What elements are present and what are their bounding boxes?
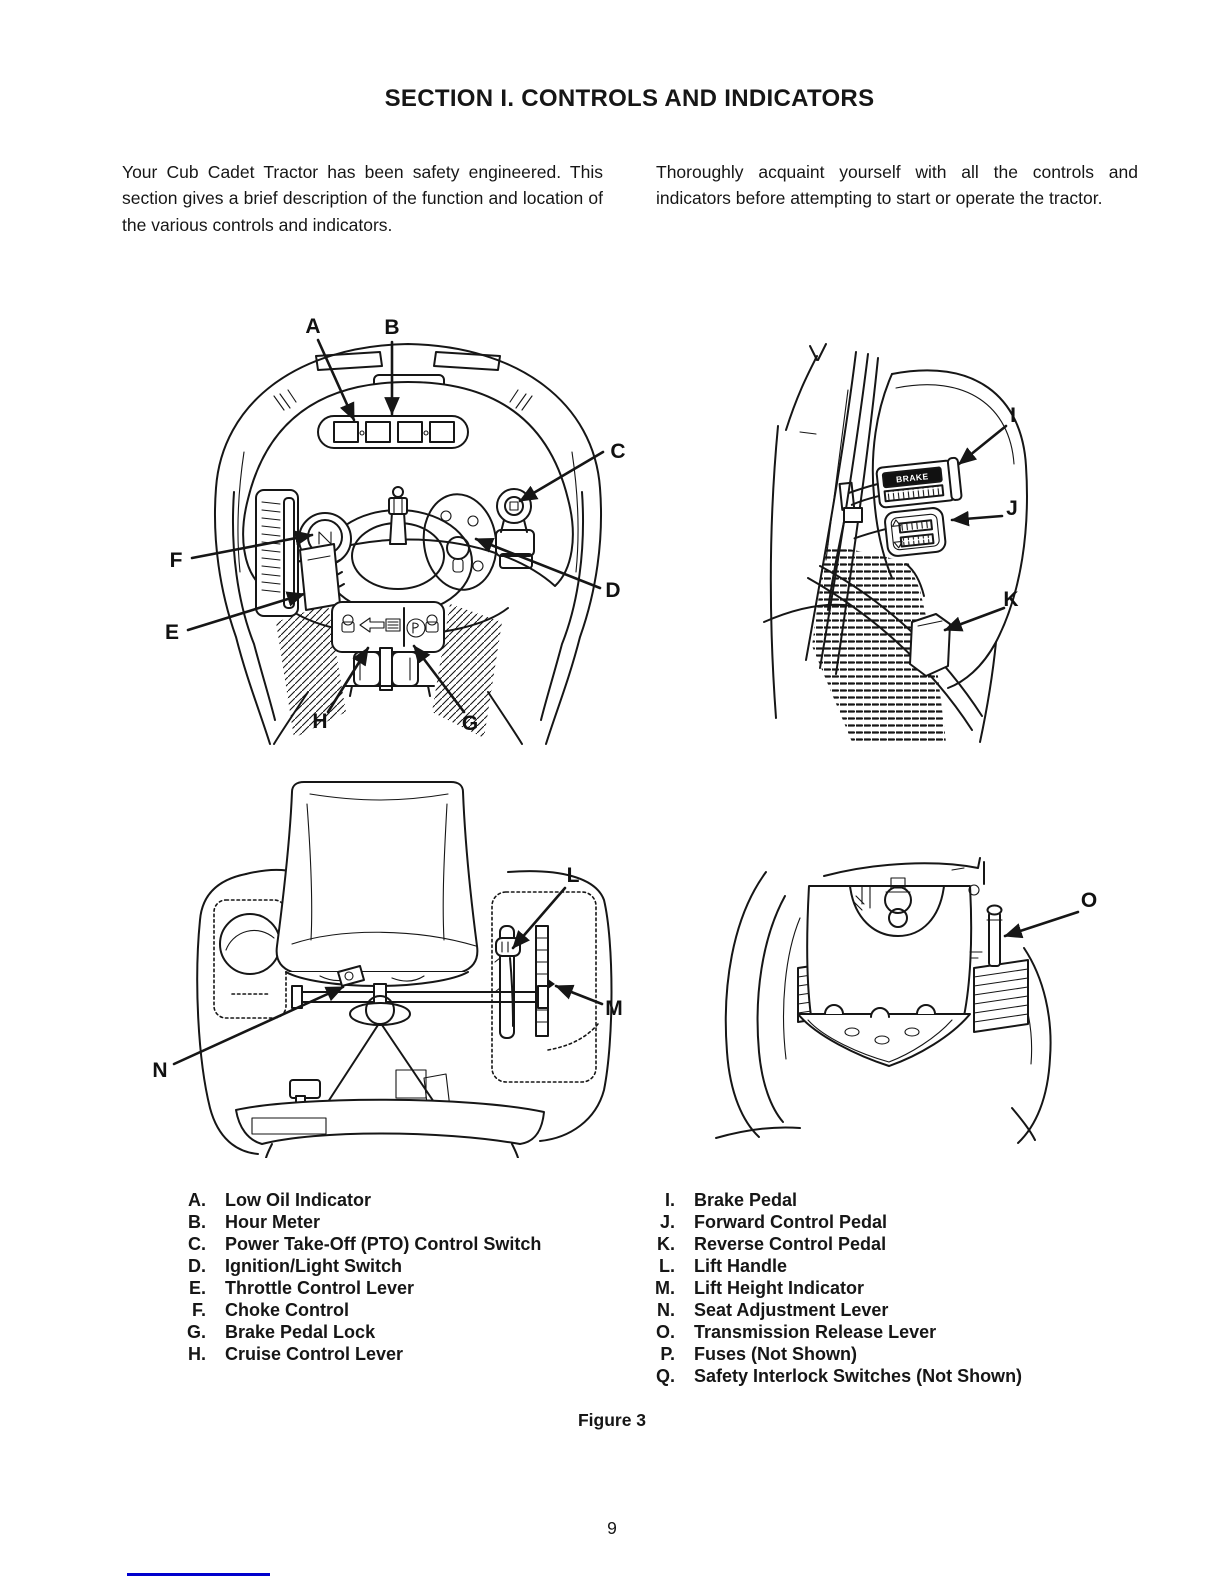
transmission-callouts — [1005, 889, 1097, 936]
legend-left-column — [178, 1189, 633, 1365]
legend-item — [178, 1299, 633, 1321]
callout-n: N — [152, 1059, 168, 1082]
callout-f: F — [169, 549, 183, 572]
legend-key: K. — [657, 1234, 675, 1254]
rear-platform — [236, 1100, 544, 1158]
legend-item — [178, 1233, 633, 1255]
seat — [277, 782, 478, 986]
callout-h: H — [312, 710, 328, 733]
legend-key: A. — [188, 1190, 206, 1210]
legend-key: G. — [186, 1322, 206, 1342]
brake-pedal — [838, 458, 962, 512]
legend-label: Power Take-Off (PTO) Control Switch — [225, 1234, 542, 1254]
legend-key: L. — [659, 1256, 675, 1276]
legend-right-column — [640, 1189, 1140, 1387]
pedals-callouts — [945, 404, 1019, 630]
seat-figure — [140, 778, 650, 1158]
legend-key: H. — [188, 1344, 206, 1364]
figure-caption: Figure 3 — [577, 1410, 647, 1430]
legend-key: Q. — [655, 1366, 675, 1386]
legend-label: Lift Handle — [694, 1256, 787, 1276]
legend-label: Choke Control — [225, 1300, 349, 1320]
release-rod — [987, 906, 1002, 967]
legend-item — [640, 1211, 1140, 1233]
legend-item — [640, 1277, 1140, 1299]
legend-label: Forward Control Pedal — [694, 1212, 888, 1232]
legend-item — [640, 1365, 1140, 1387]
legend-item — [640, 1299, 1140, 1321]
legend-label: Brake Pedal — [694, 1190, 798, 1210]
legend-label: Fuses (Not Shown) — [694, 1344, 857, 1364]
callout-a: A — [305, 315, 321, 338]
legend-label: Hour Meter — [225, 1212, 321, 1232]
callout-o: O — [1080, 889, 1098, 912]
legend-label: Transmission Release Lever — [694, 1322, 937, 1342]
legend-label: Brake Pedal Lock — [225, 1322, 376, 1342]
dashboard-figure — [148, 292, 668, 752]
legend-label: Low Oil Indicator — [225, 1190, 372, 1210]
legend-key: O. — [655, 1322, 675, 1342]
legend-label: Throttle Control Lever — [225, 1278, 415, 1298]
legend-label: Reverse Control Pedal — [694, 1234, 887, 1254]
legend-key: D. — [188, 1256, 206, 1276]
callout-d: D — [605, 579, 621, 602]
forward-pedal — [852, 507, 946, 560]
legend-item — [178, 1321, 633, 1343]
legend-item — [640, 1321, 1140, 1343]
legend-item — [178, 1189, 633, 1211]
legend-item — [178, 1255, 633, 1277]
legend-key: M. — [655, 1278, 675, 1298]
callout-g: G — [461, 712, 479, 735]
transmission-case — [807, 878, 982, 1016]
footer-rule — [127, 1573, 270, 1576]
legend-key: P. — [660, 1344, 675, 1364]
right-wheel — [974, 948, 1051, 1143]
legend-item — [178, 1277, 633, 1299]
legend-item — [178, 1211, 633, 1233]
page-number: 9 — [607, 1518, 617, 1538]
legend-item — [178, 1343, 633, 1365]
page-title: SECTION I. CONTROLS AND INDICATORS — [384, 85, 875, 112]
underbody — [824, 858, 984, 884]
callout-m: M — [605, 997, 623, 1020]
legend-key: I. — [664, 1190, 675, 1210]
callout-e: E — [164, 621, 180, 644]
seat-pivot — [350, 984, 410, 1025]
pedals-figure — [760, 330, 1080, 750]
legend-label: Lift Height Indicator — [694, 1278, 864, 1298]
legend-item — [640, 1255, 1140, 1277]
parking-brake-panel — [332, 602, 444, 652]
callout-i: I — [1010, 404, 1016, 427]
legend-label: Safety Interlock Switches (Not Shown) — [694, 1366, 1023, 1386]
legend-key: C. — [188, 1234, 206, 1254]
right-fender-console — [492, 871, 612, 1141]
legend-label: Cruise Control Lever — [225, 1344, 404, 1364]
legend-label: Ignition/Light Switch — [225, 1256, 402, 1276]
callout-k: K — [1003, 588, 1019, 611]
callout-l: L — [566, 864, 580, 887]
legend-item — [640, 1189, 1140, 1211]
legend-key: F. — [191, 1300, 206, 1320]
callout-c: C — [610, 440, 626, 463]
lift-height-indicator — [536, 926, 555, 1036]
brake-pedal-label: BRAKE — [895, 471, 930, 485]
legend-key: N. — [657, 1300, 675, 1320]
legend-item — [640, 1233, 1140, 1255]
transmission-figure — [712, 856, 1102, 1146]
callout-b: B — [384, 316, 400, 339]
legend-key: J. — [659, 1212, 675, 1232]
seat-rails — [292, 986, 548, 1008]
bottom-plate — [798, 1005, 970, 1066]
intro-paragraph-right: Thoroughly acquaint yourself with all the controls and indicators before attempting to start or operate the tractor. — [656, 162, 1138, 209]
legend-label: Seat Adjustment Lever — [694, 1300, 889, 1320]
legend-key: E. — [188, 1278, 206, 1298]
instrument-cluster — [318, 416, 468, 448]
callout-j: J — [1006, 497, 1018, 520]
legend-key: B. — [188, 1212, 206, 1232]
intro-paragraph-left: Your Cub Cadet Tractor has been safety engineered. This section gives a brief description of the function and location of the various controls and indicators. — [122, 162, 603, 235]
legend-item — [640, 1343, 1140, 1365]
